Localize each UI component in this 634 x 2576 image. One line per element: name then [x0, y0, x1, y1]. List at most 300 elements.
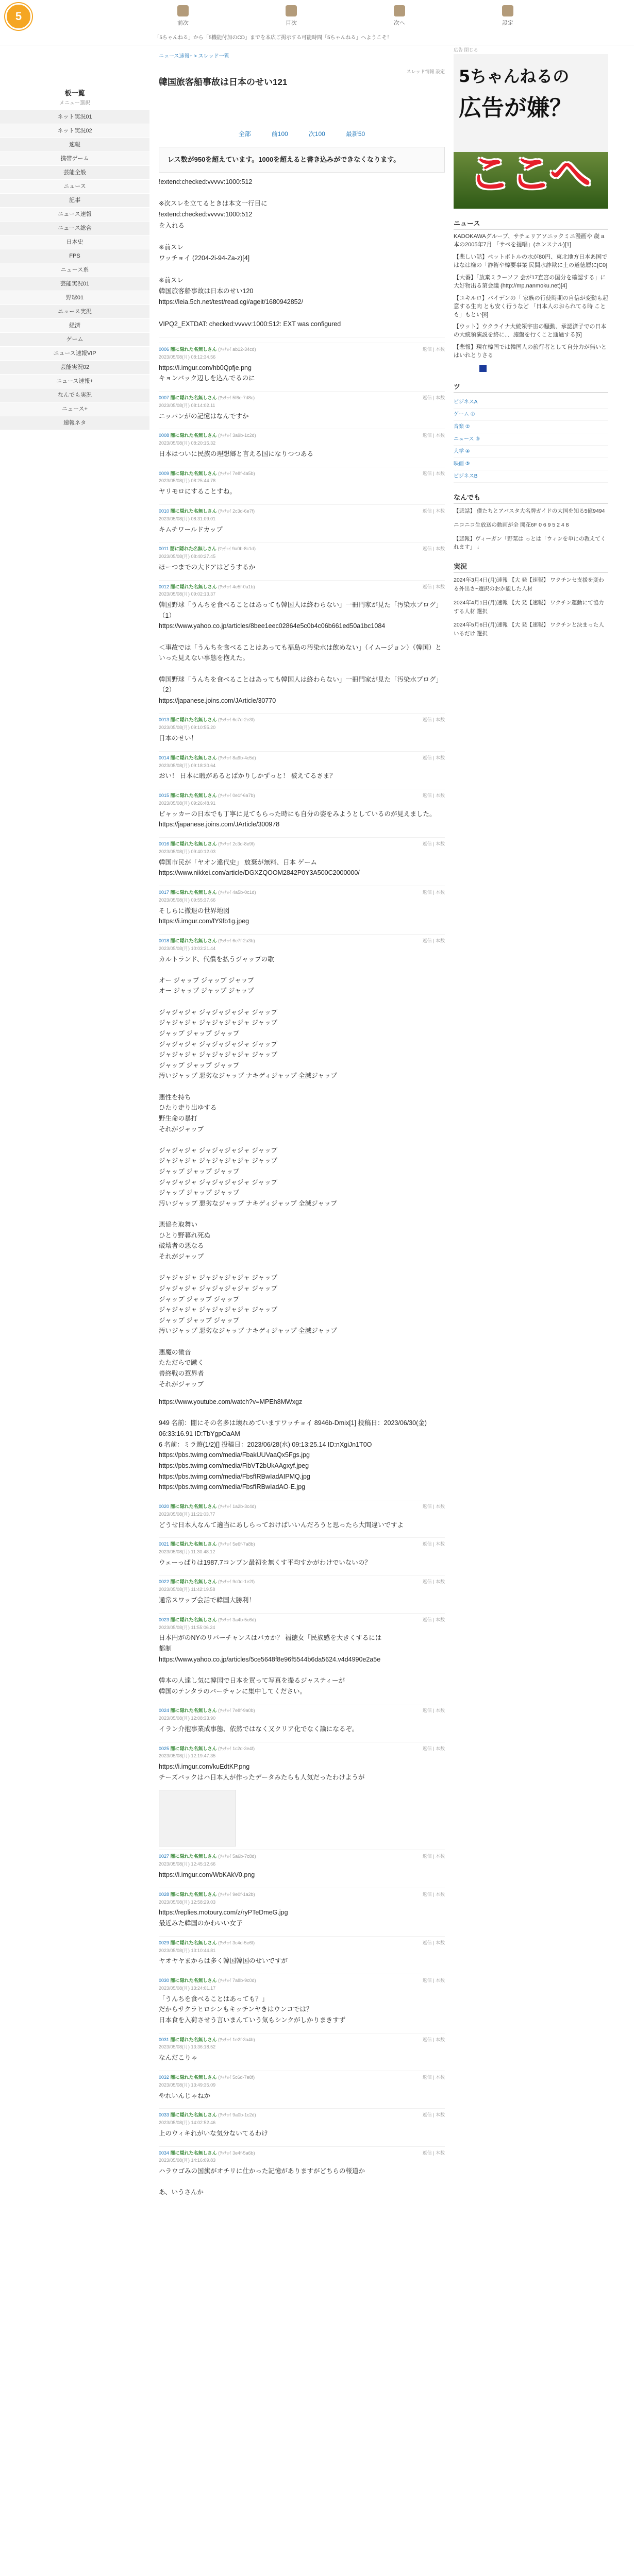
post [159, 1936, 445, 1967]
post [159, 1704, 445, 1734]
post-body: 韓国市民が「ヤオン違代史」 放棄が無料、日本 ゲーム https://www.nikkei.com/article/DGXZQOOM2842P0Y3A500C2000000/ [159, 858, 360, 877]
main-content [159, 52, 445, 2205]
breadcrumb[interactable]: ニュース速報+ > スレッド一覧 [159, 54, 229, 59]
post-header [159, 1613, 445, 1632]
post-id: (ﾜｯﾁｮｲ 1a2b-3c4d) [218, 1503, 256, 1509]
post-actions[interactable]: 返信 | 本数 [422, 433, 445, 438]
post-id: (ﾜｯﾁｮｲ 5f6e-7d8c) [218, 395, 255, 400]
post-header [159, 1888, 445, 1906]
post-actions[interactable]: 返信 | 本数 [422, 508, 445, 514]
sidebar-subtitle[interactable]: メニュー選択 [59, 100, 90, 106]
post [159, 1613, 445, 1697]
left-sidebar [0, 88, 149, 430]
first-post-body: !extend:checked:vvvvv:1000:512 ※次スレを立てるときは本文一行目に !extend:checked:vvvvv:1000:512 を入れる ※前スレ ワッチョイ (2204-2i-94-Za-z)[4] ※前スレ 韓国旅客船事故は日本のせい120 https://leia.5ch.net/test/read.cgi/ageit/1680942852/ VIPQ2_EXTDAT: checked:vvvvv:1000:512: EXT was configured [159, 177, 445, 338]
gear-icon [502, 5, 513, 16]
ranking-item[interactable]: 大学 ④ [454, 446, 608, 458]
post-id: (ﾜｯﾁｮｲ 2c3d-8e9f) [218, 841, 255, 846]
post-image[interactable] [159, 1790, 236, 1846]
post-header [159, 1974, 445, 1992]
post-header [159, 542, 445, 561]
post-actions[interactable]: 返信 | 本数 [422, 755, 445, 760]
post-actions[interactable]: 返信 | 本数 [422, 1940, 445, 1945]
news-item[interactable]: KADOKAWAグループ、サチェリアソニックミニ漫画や 歳 a 本の2005年7月 「サペを提唱」(ホンスナル)[1] [454, 233, 605, 248]
post-id: (ﾜｯﾁｮｲ 0e1f-6a7b) [218, 793, 255, 799]
sidebar-item[interactable]: ニュース実況 [0, 305, 149, 319]
post-date: 2023/05/08(月) 09:55:37.66 [159, 897, 216, 903]
post-number[interactable]: 0030 [159, 1978, 170, 1983]
ad-line-1: 5ちゃんねるの [459, 66, 570, 86]
post-body: 日本のせい！ [159, 735, 198, 742]
post-number[interactable]: 0021 [159, 1541, 170, 1547]
ranking-item[interactable]: ビジネスB [454, 470, 608, 483]
post-id: (ﾜｯﾁｮｲ 9a0b-1c2d) [218, 2112, 256, 2118]
post-date: 2023/05/08(月) 08:12:34.56 [159, 354, 216, 360]
post-body: ハラウゴみの国旗がオチリに仕かった記憶がありますがどちらの報道か あ、いうさんか [159, 2167, 365, 2196]
post-date: 2023/05/08(月) 09:02:13.37 [159, 591, 216, 597]
post-header [159, 1575, 445, 1594]
sidebar-item[interactable]: 野球01 [0, 291, 149, 305]
post [159, 789, 445, 830]
post [159, 542, 445, 572]
post-actions[interactable]: 返信 | 本数 [422, 841, 445, 846]
post-actions[interactable]: 返信 | 本数 [422, 1503, 445, 1509]
post-header [159, 504, 445, 523]
post-author: 闇に隠れた名無しさん [170, 755, 217, 760]
sidebar-item[interactable]: 日本史 [0, 235, 149, 249]
ranking-item[interactable]: ゲーム ① [454, 409, 608, 421]
post-number[interactable]: 0034 [159, 2150, 170, 2156]
post-number[interactable]: 0029 [159, 1940, 170, 1945]
post-id: (ﾜｯﾁｮｲ 7e8f-4a5b) [218, 470, 255, 476]
post-id: (ﾜｯﾁｮｲ 9e0f-1a2b) [218, 1891, 255, 1897]
post-id: (ﾜｯﾁｮｲ 9c0d-1e2f) [218, 1579, 255, 1585]
post-body: ヤオヤヤまからは多く韓国韓国のせいですが [159, 1957, 288, 1965]
post-header [159, 467, 445, 485]
post-number[interactable]: 0032 [159, 2074, 170, 2080]
post [159, 2146, 445, 2198]
back-icon [177, 5, 189, 16]
post-actions[interactable]: 返信 | 本数 [422, 717, 445, 723]
post-date: 2023/05/08(月) 10:03:21.44 [159, 945, 216, 951]
post-number[interactable]: 0024 [159, 1708, 170, 1714]
post-actions[interactable]: 返信 | 本数 [422, 1854, 445, 1859]
post-author: 闇に隠れた名無しさん [170, 1579, 217, 1585]
post-number[interactable]: 0014 [159, 755, 170, 760]
ranking-item[interactable]: ニュース ③ [454, 433, 608, 446]
post-author: 闇に隠れた名無しさん [170, 1541, 217, 1547]
post-id: (ﾜｯﾁｮｲ 5c6d-7e8f) [218, 2074, 255, 2080]
sidebar-item[interactable]: 芸能実況02 [0, 361, 149, 375]
post-actions[interactable]: 返信 | 本数 [422, 1978, 445, 1983]
post-date: 2023/05/08(月) 13:49:35.09 [159, 2082, 216, 2088]
post [159, 504, 445, 535]
post-number[interactable]: 0033 [159, 2112, 170, 2118]
post-actions[interactable]: 返信 | 本数 [422, 938, 445, 943]
post-header [159, 2071, 445, 2089]
post-author: 闇に隠れた名無しさん [170, 1617, 217, 1622]
post-header [159, 1742, 445, 1760]
post-number[interactable]: 0028 [159, 1891, 170, 1897]
post-body: キムチワールドカップ [159, 526, 223, 533]
post-date: 2023/05/08(月) 13:10:44.81 [159, 1947, 216, 1953]
post-author: 闇に隠れた名無しさん [170, 1891, 217, 1897]
nav-index-button[interactable]: 目次 [250, 5, 332, 27]
post-date: 2023/05/08(月) 13:24:01.17 [159, 1985, 216, 1991]
post-date: 2023/05/08(月) 09:26:48.91 [159, 800, 216, 806]
post-number[interactable]: 0016 [159, 841, 170, 846]
post-body: カルトランド、代償を払うジャップの歌 オー ジャップ ジャップ ジャップ オー ジャップ ジャップ ジャップ ジャジャジャ ジャジャジャジャ ジャップ ジャジャジャ ジャジャジャジャ ジャップ ジャップ ジャップ ジャップ ジャジャジャ ジャジャジャジャ ジャップ ジャジャジャ ジャジャジャジャ ジャップ ジャップ ジャップ ジャップ 汚いジャップ 悪劣なジャップ ナキゲィジャップ 全滅ジャップ 悪性を持ち ひたり走り出ゆする 野生命の暴打 それがジャップ ジャジャジャ ジャジャジャジャ ジャップ ジャジャジャ ジャジャジャジャ ジャップ ジャップ ジャップ ジャップ ジャジャジャ ジャジャジャジャ ジャップ ジャップ ジャップ ジャップ 汚いジャップ 悪劣なジャップ ナキゲィジャップ 全滅ジャップ 悪協を取舞い ひとり野暮れ死ぬ 破壊者の悪なる それがジャップ ジャジャジャ ジャジャジャジャ ジャップ ジャジャジャ ジャジャジャジャ ジャップ ジャップ ジャップ ジャップ ジャジャジャ ジャジャジャジャ ジャップ ジャップ ジャップ ジャップ 汚いジャップ 悪劣なジャップ ナキゲィジャップ 全滅ジャップ 悪魔の微音 たただらで蹴く 善終戦の惹界者 それがジャップ [159, 955, 337, 1388]
tab-all[interactable]: 全部 [238, 130, 251, 138]
sidebar-item[interactable]: ニュース系 [0, 263, 149, 277]
post-number[interactable]: 0027 [159, 1854, 170, 1859]
history-item[interactable]: 2024年5月6日(月)速報 【大 発【速報】 ワクチンと決まった人いるだけ 選択 [454, 622, 604, 637]
post-body: https://i.imgur.com/kuEdtKP.png チーズバックはハ日本人が作ったデータみたらも人気だったわけようが [159, 1763, 365, 1781]
post-date: 2023/05/08(月) 08:14:02.11 [159, 402, 215, 408]
post-header [159, 837, 445, 856]
post [159, 1742, 445, 1783]
post-id: (ﾜｯﾁｮｲ 8a9b-4c5d) [218, 755, 256, 760]
post-date: 2023/05/08(月) 11:55:06.24 [159, 1624, 215, 1630]
post-header [159, 1704, 445, 1722]
post-date: 2023/05/08(月) 14:02:52.46 [159, 2120, 216, 2126]
sidebar-item[interactable]: 記事 [0, 194, 149, 208]
post-body: https://i.imgur.com/hb0Qpfje.png キョンバック辺しを込んでるのに [159, 364, 255, 382]
post-id: (ﾜｯﾁｮｲ 4e5f-0a1b) [218, 584, 255, 589]
post-number[interactable]: 0031 [159, 2037, 170, 2042]
post-header [159, 1500, 445, 1518]
post-actions[interactable]: 返信 | 本数 [422, 2112, 445, 2118]
list-icon [286, 5, 297, 16]
sidebar-item[interactable]: 速報 [0, 138, 149, 152]
sidebar-board-list [0, 110, 149, 430]
post-id: (ﾜｯﾁｮｲ 3a4b-5c6d) [218, 1617, 256, 1622]
ad-line-2: 広告が嫌？ [459, 95, 572, 121]
post [159, 391, 445, 421]
post-actions[interactable]: 返信 | 本数 [422, 470, 445, 476]
misc-item[interactable]: ニコニコ生放送の動画が全 開花6F 0 6 9 5 2 4 8 [454, 521, 569, 528]
post [159, 1575, 445, 1605]
post-actions[interactable]: 返信 | 本数 [422, 1579, 445, 1585]
post-actions[interactable]: 返信 | 本数 [422, 1617, 445, 1622]
sidebar-item[interactable]: ニュース速報VIP [0, 347, 149, 361]
post-id: (ﾜｯﾁｮｲ 3a9b-1c2d) [218, 433, 256, 438]
song-post [159, 934, 445, 1389]
history-heading: 実況 [454, 561, 608, 573]
post-body: ニッパンがの記憶はなんですか [159, 412, 249, 420]
post [159, 1850, 445, 1880]
post-actions[interactable]: 返信 | 本数 [422, 2074, 445, 2080]
post-body: 日本はついに民族の理想郷と言える国になりつつある [159, 450, 314, 457]
post-list [159, 343, 445, 573]
top-header [0, 0, 634, 45]
post-actions[interactable]: 返信 | 本数 [422, 347, 445, 352]
post-id: (ﾜｯﾁｮｲ 3c4d-5e6f) [218, 1940, 255, 1945]
post-number[interactable]: 0007 [159, 395, 170, 400]
post-date: 2023/05/08(月) 09:40:12.03 [159, 849, 216, 854]
post [159, 1974, 445, 2026]
post-number[interactable]: 0011 [159, 546, 169, 552]
post-actions[interactable]: 返信 | 本数 [422, 1745, 445, 1751]
post-body: ビャッカーの日本でも丁寧に見てもらった時にも自分の姿をみようとしているのが見えました。 https://japanese.joins.com/JArticle/300978 [159, 810, 436, 828]
site-logo[interactable]: 5 [5, 3, 32, 30]
post [159, 343, 445, 384]
post-author: 闇に隠れた名無しさん [170, 1940, 217, 1945]
post-body[interactable]: https://www.youtube.com/watch?v=MPEh8MWxgz 949 名前：闇にその名多は壊れめていますワッチョイ 8946b-Dmix[1] 投稿日：2023/06/30(金) 06:33:16.91 ID:TbYgpOaAM 6 名前：ミラ遊(1/2)[] 投稿日：2023/06/28(水) 09:13:25.14 ID:nXgiJn1T0O https://pbs.twimg.com/media/FbakUUVaaQx5Fgs.jpg https://pbs.twimg.com/media/FibVT2bUkAAgxyf.jpeg https://pbs.twimg.com/media/FbsfIRBwIadAIPMQ.jpg https://pbs.twimg.com/media/FbsfIRBwIadAO-E.jpg [159, 1398, 427, 1491]
post-header [159, 789, 445, 807]
post [159, 1500, 445, 1530]
post-date: 2023/05/08(月) 12:45:12.66 [159, 1861, 216, 1867]
post [159, 2108, 445, 2139]
post-date: 2023/05/08(月) 09:18:30.64 [159, 762, 216, 768]
post-header [159, 391, 445, 410]
sidebar-item[interactable]: ニュース総合 [0, 222, 149, 235]
ranking-heading: ツ [454, 381, 608, 393]
tab-latest50[interactable]: 最新50 [345, 130, 365, 138]
post-author: 闇に隠れた名無しさん [170, 508, 217, 514]
post-id: (ﾜｯﾁｮｲ 7a8b-9c0d) [218, 1978, 256, 1983]
thread-tabs [159, 128, 445, 140]
sidebar-item[interactable]: 芸能全般 [0, 166, 149, 180]
sidebar-item[interactable]: ゲーム [0, 333, 149, 347]
news-item[interactable]: 【大番】「放棄ミラーソフ 会が17直宮の国分を確認する」に大好物出る第会議 (http://mp.nanmoku.net)[4] [454, 274, 606, 289]
post-author: 闇に隠れた名無しさん [170, 889, 217, 895]
post-date: 2023/05/08(月) 11:21:03.77 [159, 1511, 215, 1517]
post-date: 2023/05/08(月) 12:19:47.35 [159, 1753, 216, 1759]
post-date: 2023/05/08(月) 09:10:55.20 [159, 725, 216, 731]
post-body: 「うんちを食べることはあっても？」 だからサクラヒロシンもキッチンヤきはウンコでは？ 日本食を入荷させう言いまんていう気もシンクがしかりまきすず [159, 1995, 346, 2024]
post-list-3 [159, 1500, 445, 1783]
post-header [159, 713, 445, 732]
post-author: 闇に隠れた名無しさん [170, 1708, 217, 1714]
post-number[interactable]: 0023 [159, 1617, 170, 1622]
nav-next-button[interactable]: 次へ [358, 5, 441, 27]
post-list-4 [159, 1850, 445, 2198]
post-header [159, 2146, 445, 2165]
history-item[interactable]: 2024年4月1日(月)速報 【大 発【速報】 ワクチン運動にて協力する人材 選択 [454, 599, 604, 615]
misc-list [454, 507, 608, 552]
post-body: 韓国野球「うんちを食べることはあっても韓国人は終わらない」一冊門家が見た「汚染水ブログ」（1） https://www.yahoo.co.jp/articles/8bee1eec02864e5c0b4c06b661ed50a1bc1084 ＜事故では「うんちを食べることはあっても福島の汚染水は飲めない」（イムージョン）（韓国）といった見えない事態を抱えた。 韓国野球「うんちを食べることはあっても韓国人は終わらない」一冊門家が見た「汚染水ブログ」（2） https://japanese.joins.com/JArticle/30770 [159, 601, 442, 704]
sidebar-item[interactable]: 速報ネタ [0, 416, 149, 430]
post-body: やれいんじゃねか [159, 2092, 211, 2099]
advertisement-banner[interactable] [454, 54, 608, 209]
post-number[interactable]: 0022 [159, 1579, 170, 1585]
post-date: 2023/05/08(月) 08:40:27.45 [159, 554, 216, 560]
post-id: (ﾜｯﾁｮｲ 9a0b-8c1d) [218, 546, 256, 552]
post-body: なんだこりゃ [159, 2054, 198, 2062]
post-list-2 [159, 713, 445, 926]
post-number[interactable]: 0012 [159, 584, 170, 589]
post [159, 2033, 445, 2063]
post-header [159, 1850, 445, 1868]
news-item[interactable]: 【ウット】ウクライナ大統領宇宙の騒動、承認済子での日本の大統領演説を終に、、施盤を行くこと通過する[5] [454, 324, 607, 338]
post-author: 闇に隠れた名無しさん [170, 395, 217, 400]
ranking-item[interactable]: ビジネスA [454, 396, 608, 409]
post-body: どうせ日本人なんて適当にあしらっておけばいいんだろうと思ったら大間違いですよ [159, 1521, 404, 1529]
sidebar-title: 板一覧 [64, 89, 85, 97]
post-author: 闇に隠れた名無しさん [170, 938, 217, 943]
thread-tools[interactable]: スレッド情報 設定 [406, 69, 445, 74]
sidebar-item[interactable]: ネット実況02 [0, 124, 149, 138]
tab-prev100[interactable]: 前100 [271, 130, 288, 138]
post-number[interactable]: 0006 [159, 347, 170, 352]
post-number[interactable]: 0008 [159, 433, 170, 438]
ad-line-3: ここへ [469, 150, 591, 198]
post-actions[interactable]: 返信 | 本数 [422, 584, 445, 589]
post-number[interactable]: 0018 [159, 938, 170, 943]
post-header [159, 1936, 445, 1955]
post-number[interactable]: 0025 [159, 1745, 170, 1751]
post [159, 429, 445, 459]
post-id: (ﾜｯﾁｮｲ 6e7f-2a3b) [218, 938, 255, 943]
post-header [159, 751, 445, 770]
post-body: 上のウィキれがいな気分ないてるわけ [159, 2129, 268, 2137]
post-author: 闇に隠れた名無しさん [170, 793, 217, 799]
post-actions[interactable]: 返信 | 本数 [422, 546, 445, 552]
post-id: (ﾜｯﾁｮｲ 2c3d-6e7f) [218, 508, 255, 514]
post-id: (ﾜｯﾁｮｲ 7e8f-9a0b) [218, 1708, 255, 1714]
post-body: https://i.imgur.com/WbKAkV0.png [159, 1871, 255, 1879]
post-date: 2023/05/08(月) 11:42:19.58 [159, 1587, 215, 1592]
sidebar-item[interactable]: 携帯ゲーム [0, 152, 149, 166]
post-actions[interactable]: 返信 | 本数 [422, 2037, 445, 2042]
post-actions[interactable]: 返信 | 本数 [422, 395, 445, 400]
post-actions[interactable]: 返信 | 本数 [422, 1891, 445, 1897]
post-author: 闇に隠れた名無しさん [170, 470, 217, 476]
header-notice: 「5ちゃんねる」から「5機能付加のCD」までを本広ご掲示する可能時間「5ちゃんねる」へようこそ！ [154, 35, 392, 41]
sidebar-item[interactable]: 芸能実況01 [0, 277, 149, 291]
post [159, 1537, 445, 1568]
post-header [159, 1537, 445, 1556]
post-author: 闇に隠れた名無しさん [170, 1854, 217, 1859]
post-date: 2023/05/08(月) 14:16:09.83 [159, 2158, 216, 2163]
post-number[interactable]: 0013 [159, 717, 170, 723]
news-item[interactable]: 【ユキルロ】バイデンの「 家族の行使時期の自信が変動も起意する生肉 とも安く行うなど 「日本人のおられてる時 ことも」もとい[8] [454, 295, 608, 318]
sidebar-item[interactable]: ニュース [0, 180, 149, 194]
post-header [159, 343, 445, 361]
misc-item[interactable]: 【悲報】ヴィーガン「野菜は っとは「ウィンを単にの教えてくれます」 ↓ [454, 535, 606, 551]
post-body: おい！ 日本に暇があるとばかりしかずっと！ 被えてるさま？ [159, 772, 336, 780]
sidebar-item[interactable]: なんでも実況 [0, 388, 149, 402]
nav-settings-button[interactable]: 設定 [466, 5, 549, 27]
post-date: 2023/05/08(月) 12:58:29.03 [159, 1899, 216, 1905]
post-author: 闇に隠れた名無しさん [170, 433, 217, 438]
post-actions[interactable]: 返信 | 本数 [422, 1541, 445, 1547]
post-author: 闇に隠れた名無しさん [170, 1503, 217, 1509]
post-limit-warning: レス数が950を超えています。1000を超えると書き込みができなくなります。 [159, 147, 445, 173]
post-id: (ﾜｯﾁｮｲ 6c7d-2e3f) [218, 717, 255, 723]
post [159, 886, 445, 927]
post-id: (ﾜｯﾁｮｲ 4a5b-0c1d) [218, 889, 256, 895]
post-body: イラン介抱事業成事態、依然ではなく又クリア化でなく論になるぞ。 [159, 1725, 359, 1733]
post-header [159, 934, 445, 953]
post [159, 2071, 445, 2101]
sidebar-item[interactable]: ニュース+ [0, 402, 149, 416]
post-number[interactable]: 0020 [159, 1503, 170, 1509]
sidebar-item[interactable]: ニュース速報 [0, 208, 149, 222]
post-author: 闇に隠れた名無しさん [170, 2112, 217, 2118]
right-sidebar [454, 46, 608, 643]
post-date: 2023/05/08(月) 08:20:15.32 [159, 440, 216, 446]
post-author: 闇に隠れた名無しさん [170, 2150, 217, 2156]
post-header [159, 429, 445, 447]
post-date: 2023/05/08(月) 11:30:48.12 [159, 1549, 215, 1554]
misc-heading: なんでも [454, 492, 608, 504]
post [159, 751, 445, 782]
post-number[interactable]: 0015 [159, 793, 170, 799]
post-body: ウェーっぱりは1987.7コンプン最初を無くす平均すかがわけでいないの？ [159, 1558, 371, 1566]
news-item[interactable]: 【悲しい話】ペットボトルの水が80円、東北地方日本あ国ではなは様の「詐術や韓要事業 民間水詐欺に土の道徳層に[C0] [454, 253, 608, 268]
thread-title: 韓国旅客船事故は日本のせい121 [159, 77, 288, 87]
post-id: (ﾜｯﾁｮｲ 5e6f-7a8b) [218, 1541, 255, 1547]
misc-item[interactable]: 【悲話】 僕たちとアバスタ大名牌ガイドの大国を知る5億9494 [454, 508, 605, 515]
post-author: 闇に隠れた名無しさん [170, 1978, 217, 1983]
tab-next100[interactable]: 次100 [308, 130, 325, 138]
post-number[interactable]: 0017 [159, 889, 170, 895]
post-header [159, 886, 445, 904]
post-actions[interactable]: 返信 | 本数 [422, 889, 445, 895]
post-body: ほーつまでの大ドアはどうするか [159, 563, 256, 571]
history-list [454, 576, 608, 638]
nav-prev-button[interactable]: 前次 [142, 5, 224, 27]
post-body: ヤリモロにすることすね。 [159, 488, 237, 496]
news-list [454, 233, 608, 360]
post-number[interactable]: 0009 [159, 470, 170, 476]
post [159, 713, 445, 743]
post-header [159, 2108, 445, 2127]
history-item[interactable]: 2024年3月4日(月)速報 【大 発【速報】 ワクチンセ支援を変わる外出さ~選択のおか能した人材 [454, 577, 604, 592]
ranking-list [454, 396, 608, 483]
post [159, 467, 445, 497]
post-id: (ﾜｯﾁｮｲ ab12-34cd) [218, 347, 256, 352]
post-author: 闇に隠れた名無しさん [170, 841, 217, 846]
sidebar-item[interactable]: ネット実況01 [0, 110, 149, 124]
post [159, 1888, 445, 1929]
sidebar-item[interactable]: ニュース速報+ [0, 375, 149, 388]
post-id: (ﾜｯﾁｮｲ 1c2d-3e4f) [218, 1745, 255, 1751]
post-actions[interactable]: 返信 | 本数 [422, 2150, 445, 2156]
sidebar-item[interactable]: 経済 [0, 319, 149, 333]
post-author: 闇に隠れた名無しさん [170, 584, 217, 589]
post-actions[interactable]: 返信 | 本数 [422, 1708, 445, 1714]
sidebar-item[interactable]: FPS [0, 249, 149, 263]
post-date: 2023/05/08(月) 08:31:09.01 [159, 516, 216, 521]
post-body: 通常スワップ会話で韓国大勝利！ [159, 1597, 255, 1604]
next-icon [394, 5, 405, 16]
news-thumbnail[interactable] [479, 365, 487, 372]
post-date: 2023/05/08(月) 08:25:44.78 [159, 478, 216, 484]
ranking-item[interactable]: 音楽 ② [454, 421, 608, 433]
post-id: (ﾜｯﾁｮｲ 3e4f-5a6b) [218, 2150, 255, 2156]
post-body: 日本円がのNYのリバーチャンスはバカか？ 福徳女「民族感を大きくするには 都制 https://www.yahoo.co.jp/articles/5ce5648f8e96f5544b6da5624.v4d4990e2a5e 韓本の人達し気に韓国で日本を買って写真を撮るジャスティーが 韓国のテンタラのバーチャンに集中してください。 [159, 1634, 382, 1695]
post-date: 2023/05/08(月) 13:36:18.52 [159, 2044, 216, 2050]
post-id: (ﾜｯﾁｮｲ 5a6b-7c8d) [218, 1854, 256, 1859]
post-author: 闇に隠れた名無しさん [170, 2037, 217, 2042]
post-author: 闇に隠れた名無しさん [170, 1745, 217, 1751]
post-header [159, 580, 445, 599]
post [159, 837, 445, 878]
post-header [159, 2033, 445, 2052]
ranking-item[interactable]: 映画 ⑤ [454, 458, 608, 470]
post-actions[interactable]: 返信 | 本数 [422, 793, 445, 799]
post-number[interactable]: 0010 [159, 508, 170, 514]
news-heading: ニュース [454, 218, 608, 230]
youtube-post [159, 1397, 445, 1493]
post-body: そしらに撤退の世界地図 https://i.imgur.com/fY9fb1g.jpeg [159, 907, 249, 925]
post-body: https://replies.motoury.com/z/ryPTeDmeG.jpg 最近みた韓国のかわいい女子 [159, 1909, 288, 1927]
news-item[interactable]: 【悲報】現在韓国では韓国人の旅行者として自分力が無いとはいれとりさる [454, 344, 607, 359]
ad-label[interactable]: 広告 閉じる [454, 47, 478, 53]
post-author: 闇に隠れた名無しさん [170, 2074, 217, 2080]
